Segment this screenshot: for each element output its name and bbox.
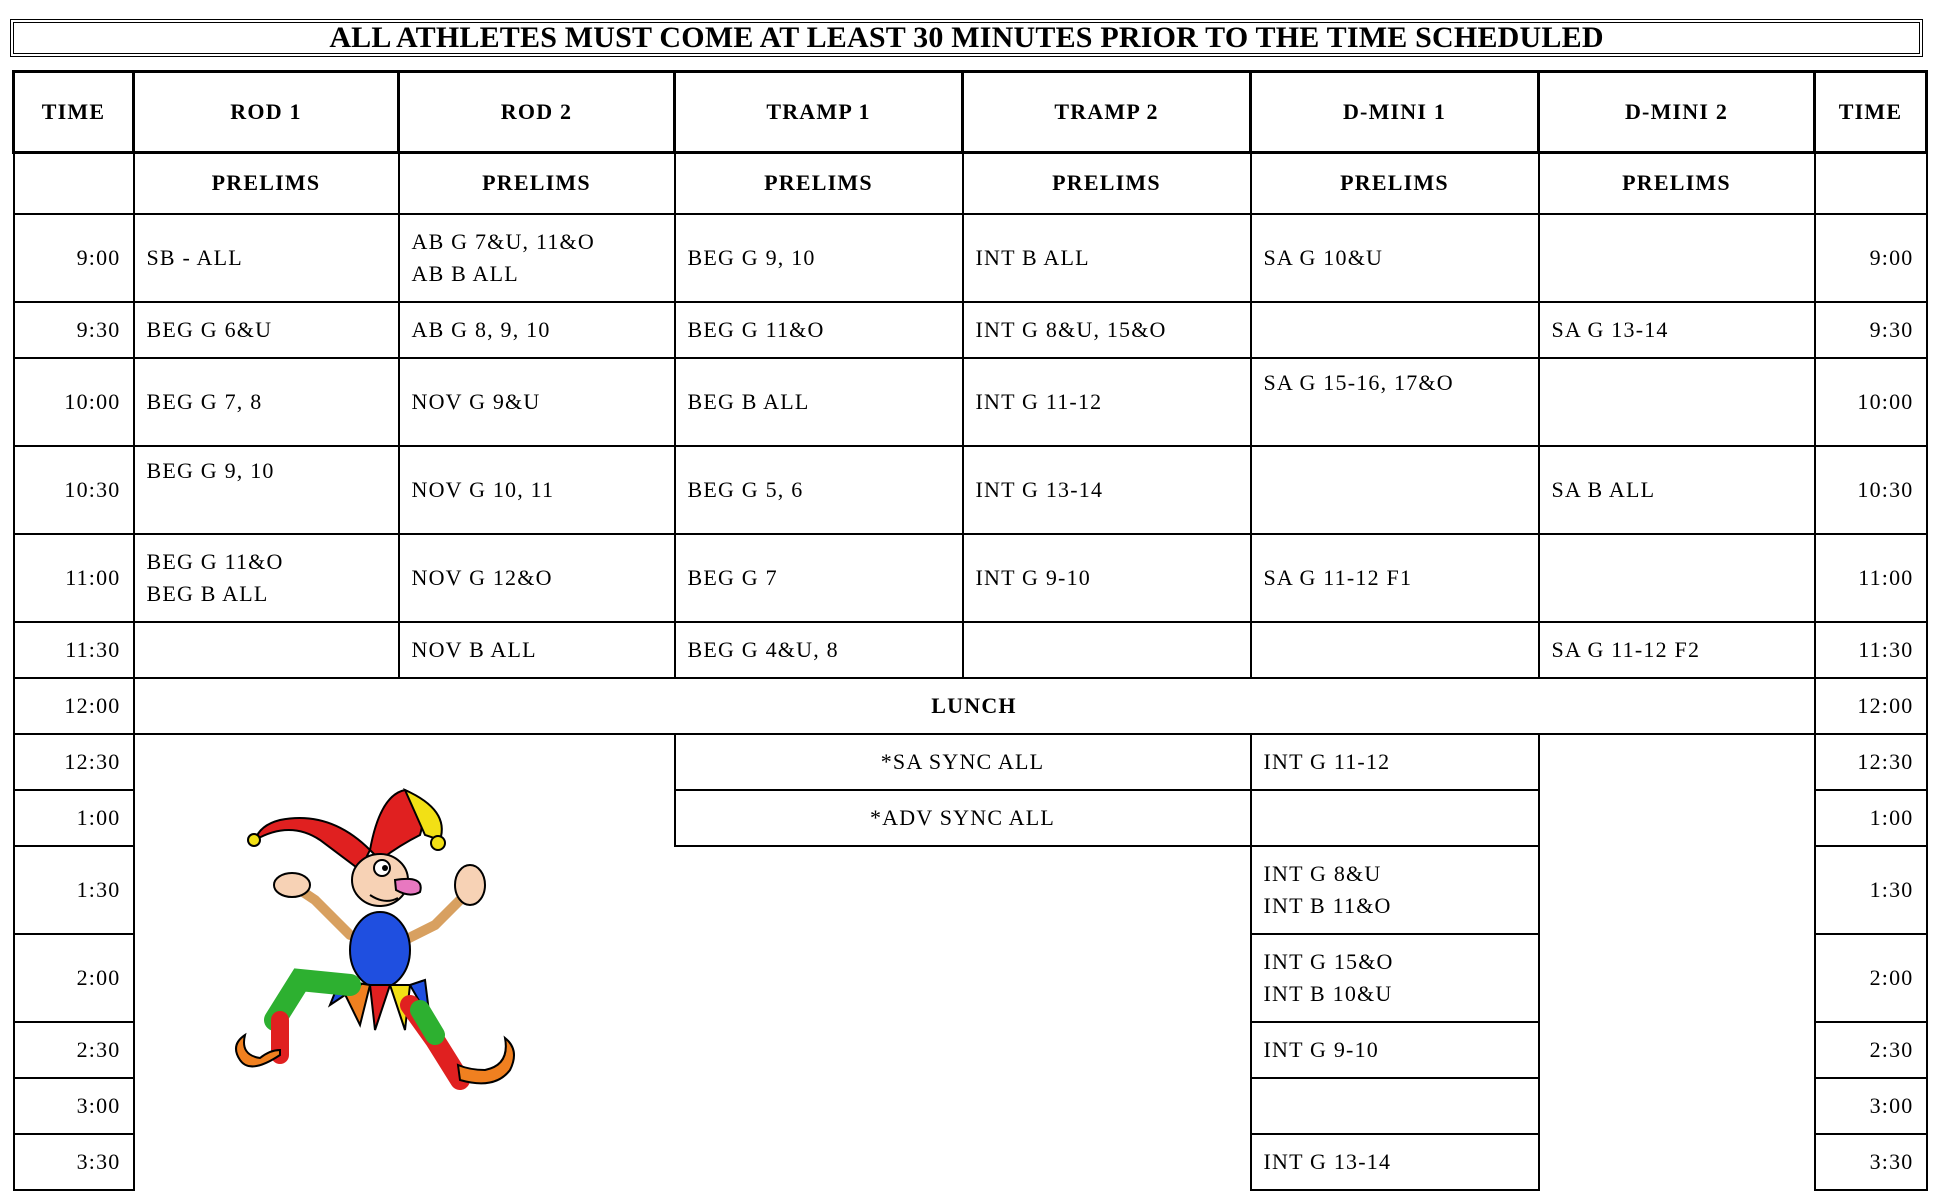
dmini1-cell: INT G 13-14 <box>1251 1134 1539 1190</box>
jester-clipart <box>220 780 570 1090</box>
rod2-line: AB B ALL <box>411 260 519 286</box>
dmini1-cell: SA G 10&U <box>1251 214 1539 302</box>
dmini2-cell <box>1539 534 1815 622</box>
dmini1-line: INT G 8&U <box>1263 860 1382 886</box>
table-row <box>14 446 1927 534</box>
rod1-cell: BEG G 9, 10 <box>134 446 399 534</box>
col-header-rod2: ROD 2 <box>399 72 675 153</box>
time-cell-right: 2:00 <box>1815 934 1927 1022</box>
col-header-dmini1: D-MINI 1 <box>1251 72 1539 153</box>
sync-cell: *ADV SYNC ALL <box>675 790 1251 846</box>
tramp1-cell: BEG G 11&O <box>675 302 963 358</box>
col-header-tramp2: TRAMP 2 <box>963 72 1251 153</box>
dmini1-cell <box>1251 934 1539 1022</box>
tramp2-cell: INT G 9-10 <box>963 534 1251 622</box>
time-cell: 12:30 <box>14 734 134 790</box>
dmini1-cell <box>1251 1078 1539 1134</box>
time-cell-right: 12:00 <box>1815 678 1927 734</box>
dmini1-cell <box>1251 846 1539 934</box>
dmini1-cell: INT G 11-12 <box>1251 734 1539 790</box>
tramp1-cell: BEG G 7 <box>675 534 963 622</box>
dmini2-empty-block <box>1539 734 1815 1190</box>
tramp2-cell: INT G 8&U, 15&O <box>963 302 1251 358</box>
dmini2-cell <box>1539 214 1815 302</box>
col-header-time-left: TIME <box>14 72 134 153</box>
tramp1-cell: BEG G 5, 6 <box>675 446 963 534</box>
tramp2-cell: INT G 13-14 <box>963 446 1251 534</box>
time-cell-right: 9:00 <box>1815 214 1927 302</box>
session-label-tramp2: PRELIMS <box>963 153 1251 214</box>
session-label-rod1: PRELIMS <box>134 153 399 214</box>
dmini1-cell <box>1251 790 1539 846</box>
rod2-cell <box>399 214 675 302</box>
time-cell-right: 12:30 <box>1815 734 1927 790</box>
rod1-line: BEG G 11&O <box>146 548 284 574</box>
rod2-line: AB G 7&U, 11&O <box>411 228 595 254</box>
session-time-blank-right <box>1815 153 1927 214</box>
table-row <box>14 214 1927 302</box>
time-cell: 2:30 <box>14 1022 134 1078</box>
time-cell-right: 2:30 <box>1815 1022 1927 1078</box>
tramp1-cell: BEG G 4&U, 8 <box>675 622 963 678</box>
session-time-blank <box>14 153 134 214</box>
table-row <box>14 302 1927 358</box>
rod2-cell: NOV G 9&U <box>399 358 675 446</box>
time-cell-right: 11:00 <box>1815 534 1927 622</box>
tramp1-cell: BEG B ALL <box>675 358 963 446</box>
rod2-cell: NOV G 10, 11 <box>399 446 675 534</box>
time-cell: 3:30 <box>14 1134 134 1190</box>
header-row <box>14 72 1927 153</box>
time-cell: 10:00 <box>14 358 134 446</box>
session-row <box>14 153 1927 214</box>
col-header-dmini2: D-MINI 2 <box>1539 72 1815 153</box>
table-row <box>14 534 1927 622</box>
rod2-cell: NOV G 12&O <box>399 534 675 622</box>
rod1-cell: SB - ALL <box>134 214 399 302</box>
dmini2-cell: SA G 13-14 <box>1539 302 1815 358</box>
dmini1-line: INT G 15&O <box>1263 948 1394 974</box>
tramp-empty-block <box>675 846 1251 1190</box>
dmini1-cell <box>1251 302 1539 358</box>
time-cell-right: 3:00 <box>1815 1078 1927 1134</box>
sync-cell: *SA SYNC ALL <box>675 734 1251 790</box>
time-cell: 12:00 <box>14 678 134 734</box>
tramp1-cell: BEG G 9, 10 <box>675 214 963 302</box>
col-header-tramp1: TRAMP 1 <box>675 72 963 153</box>
time-cell-right: 1:00 <box>1815 790 1927 846</box>
dmini1-cell <box>1251 446 1539 534</box>
time-cell-right: 1:30 <box>1815 846 1927 934</box>
dmini1-cell: SA G 15-16, 17&O <box>1251 358 1539 446</box>
tramp2-cell <box>963 622 1251 678</box>
dmini1-cell: INT G 9-10 <box>1251 1022 1539 1078</box>
session-label-rod2: PRELIMS <box>399 153 675 214</box>
lunch-label: LUNCH <box>134 678 1815 734</box>
rod1-cell: BEG G 6&U <box>134 302 399 358</box>
col-header-rod1: ROD 1 <box>134 72 399 153</box>
dmini1-line: INT B 10&U <box>1263 980 1393 1006</box>
time-cell: 11:30 <box>14 622 134 678</box>
col-header-time-right: TIME <box>1815 72 1927 153</box>
rod1-cell <box>134 622 399 678</box>
time-cell: 11:00 <box>14 534 134 622</box>
time-cell: 3:00 <box>14 1078 134 1134</box>
time-cell: 9:30 <box>14 302 134 358</box>
rod2-cell: AB G 8, 9, 10 <box>399 302 675 358</box>
time-cell-right: 3:30 <box>1815 1134 1927 1190</box>
tramp2-cell: INT B ALL <box>963 214 1251 302</box>
time-cell-right: 10:30 <box>1815 446 1927 534</box>
time-cell: 10:30 <box>14 446 134 534</box>
dmini1-cell: SA G 11-12 F1 <box>1251 534 1539 622</box>
table-row <box>14 622 1927 678</box>
time-cell-right: 11:30 <box>1815 622 1927 678</box>
time-cell: 9:00 <box>14 214 134 302</box>
dmini1-cell <box>1251 622 1539 678</box>
dmini1-line: INT B 11&O <box>1263 892 1392 918</box>
session-label-dmini1: PRELIMS <box>1251 153 1539 214</box>
session-label-tramp1: PRELIMS <box>675 153 963 214</box>
rod2-cell: NOV B ALL <box>399 622 675 678</box>
dmini2-cell: SA G 11-12 F2 <box>1539 622 1815 678</box>
schedule-banner: ALL ATHLETES MUST COME AT LEAST 30 MINUTES PRIOR TO THE TIME SCHEDULED <box>10 19 1923 57</box>
dmini2-cell <box>1539 358 1815 446</box>
time-cell-right: 10:00 <box>1815 358 1927 446</box>
time-cell-right: 9:30 <box>1815 302 1927 358</box>
rod1-line: BEG B ALL <box>146 580 269 606</box>
dmini2-cell: SA B ALL <box>1539 446 1815 534</box>
time-cell: 1:00 <box>14 790 134 846</box>
tramp2-cell: INT G 11-12 <box>963 358 1251 446</box>
time-cell: 1:30 <box>14 846 134 934</box>
table-row <box>14 358 1927 446</box>
rod1-cell: BEG G 7, 8 <box>134 358 399 446</box>
time-cell: 2:00 <box>14 934 134 1022</box>
session-label-dmini2: PRELIMS <box>1539 153 1815 214</box>
lunch-row <box>14 678 1927 734</box>
rod1-cell <box>134 534 399 622</box>
